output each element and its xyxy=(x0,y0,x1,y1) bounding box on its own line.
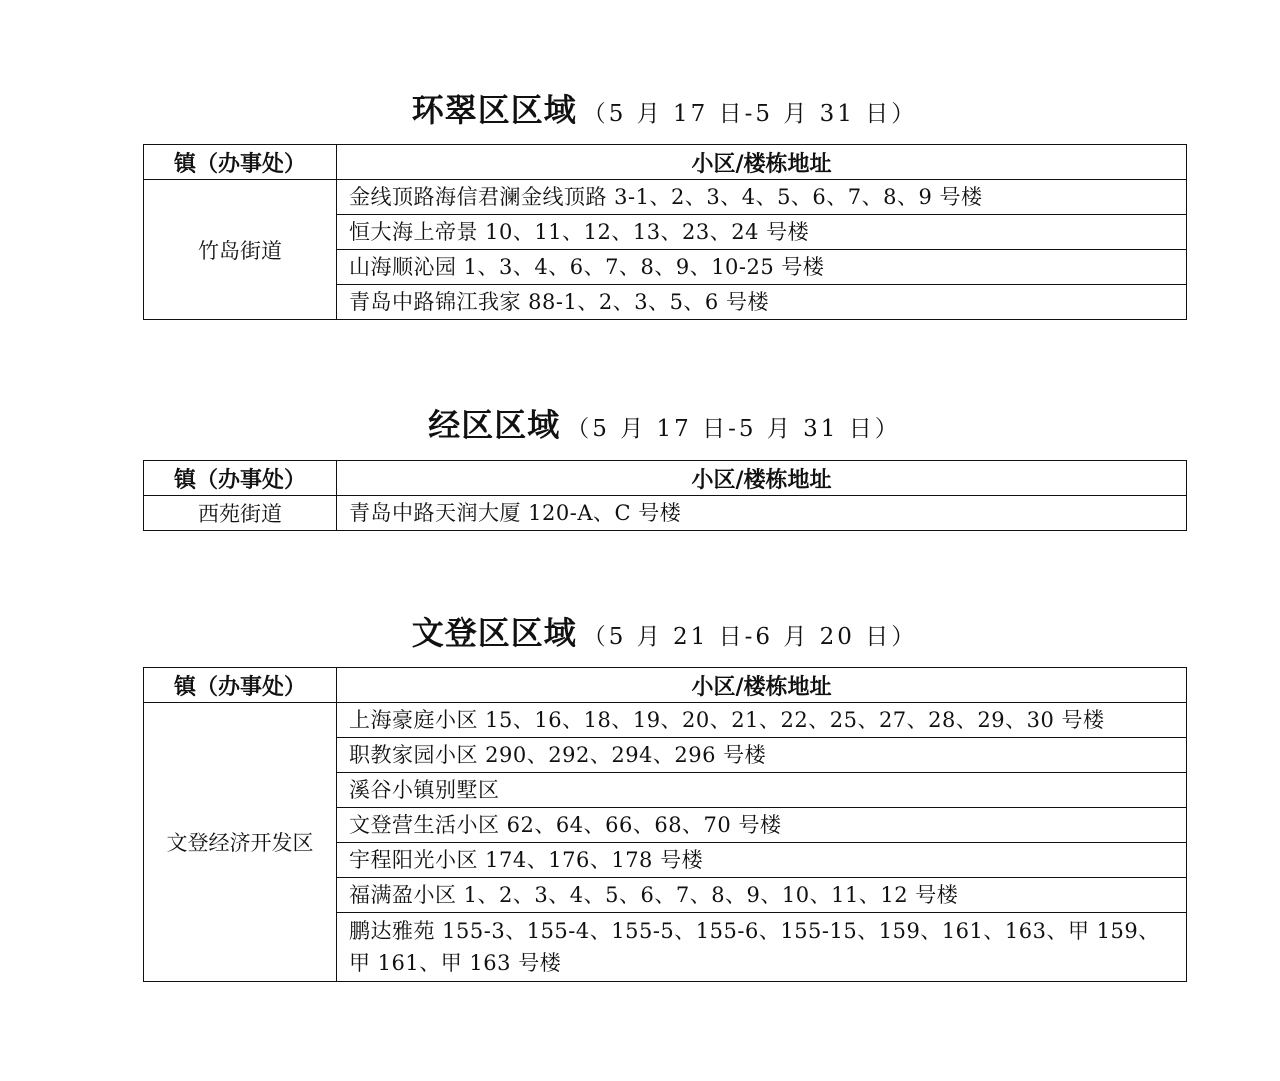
address-cell: 福满盈小区 1、2、3、4、5、6、7、8、9、10、11、12 号楼 xyxy=(337,878,1187,913)
address-cell: 职教家园小区 290、292、294、296 号楼 xyxy=(337,738,1187,773)
section-title-text: 文登区区域 xyxy=(411,614,577,652)
section-date-range: （5 月 17 日-5 月 31 日） xyxy=(582,101,918,127)
address-cell: 鹏达雅苑 155-3、155-4、155-5、155-6、155-15、159、161、163、甲 159、甲 161、甲 163 号楼 xyxy=(337,913,1187,982)
town-cell: 竹岛街道 xyxy=(144,180,337,320)
address-cell: 宇程阳光小区 174、176、178 号楼 xyxy=(337,843,1187,878)
column-header-town: 镇（办事处） xyxy=(144,668,337,703)
table-header-row xyxy=(144,461,1187,496)
column-header-address: 小区/楼栋地址 xyxy=(337,461,1187,496)
address-table-wendeng xyxy=(143,667,1187,982)
section-title-huancui xyxy=(143,90,1186,130)
address-cell: 恒大海上帝景 10、11、12、13、23、24 号楼 xyxy=(337,215,1187,250)
address-cell: 青岛中路锦江我家 88-1、2、3、5、6 号楼 xyxy=(337,285,1187,320)
address-cell: 溪谷小镇别墅区 xyxy=(337,773,1187,808)
section-title-jingqu xyxy=(143,405,1186,445)
column-header-town: 镇（办事处） xyxy=(144,145,337,180)
town-cell: 文登经济开发区 xyxy=(144,703,337,982)
column-header-town: 镇（办事处） xyxy=(144,461,337,496)
address-cell: 山海顺沁园 1、3、4、6、7、8、9、10-25 号楼 xyxy=(337,250,1187,285)
column-header-address: 小区/楼栋地址 xyxy=(337,145,1187,180)
address-cell: 文登营生活小区 62、64、66、68、70 号楼 xyxy=(337,808,1187,843)
address-table-jingqu xyxy=(143,460,1187,531)
section-title-wendeng xyxy=(143,613,1186,653)
town-cell: 西苑街道 xyxy=(144,496,337,531)
column-header-address: 小区/楼栋地址 xyxy=(337,668,1187,703)
section-date-range: （5 月 17 日-5 月 31 日） xyxy=(566,416,901,442)
table-row xyxy=(144,703,1187,738)
table-header-row xyxy=(144,145,1187,180)
address-table-huancui xyxy=(143,144,1187,320)
table-row xyxy=(144,496,1187,531)
address-cell: 金线顶路海信君澜金线顶路 3-1、2、3、4、5、6、7、8、9 号楼 xyxy=(337,180,1187,215)
section-date-range: （5 月 21 日-6 月 20 日） xyxy=(582,624,918,650)
table-header-row xyxy=(144,668,1187,703)
address-cell: 青岛中路天润大厦 120-A、C 号楼 xyxy=(337,496,1187,531)
address-cell: 上海豪庭小区 15、16、18、19、20、21、22、25、27、28、29、30 号楼 xyxy=(337,703,1187,738)
section-title-text: 经区区域 xyxy=(428,406,561,444)
table-row xyxy=(144,180,1187,215)
section-title-text: 环翠区区域 xyxy=(411,91,577,129)
